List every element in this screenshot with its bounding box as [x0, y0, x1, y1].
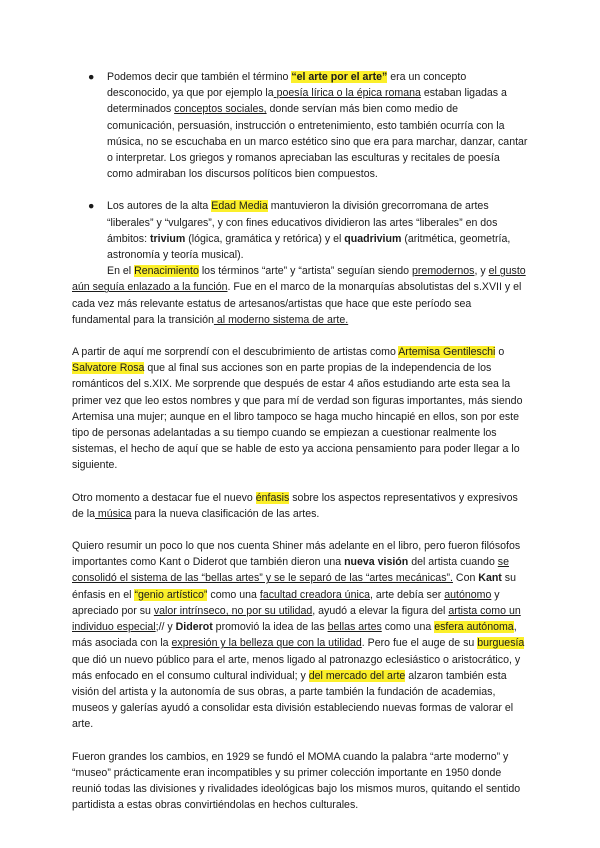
- bold-term: nueva visión: [344, 556, 409, 569]
- highlighted-term: énfasis: [255, 491, 290, 504]
- underlined-text: música: [94, 507, 132, 520]
- text-run: (lógica, gramática y retórica) y el: [185, 232, 345, 245]
- text-run: alzaron también esta visión del artista y la autonomía de sus obras, a parte también la fundación de academias, museos y galerías ayudó a consolidar esta división estableciendo nuevas formas de valorar el arte.: [72, 669, 514, 731]
- underlined-text: valor intrínseco, no por su utilidad: [153, 604, 313, 617]
- text-run: En el: [107, 265, 135, 278]
- text-run: , y: [474, 265, 489, 278]
- text-run: Los autores de la alta: [107, 200, 212, 213]
- underlined-text: bellas artes: [327, 621, 382, 634]
- renacimiento-paragraph: [72, 263, 528, 328]
- highlighted-term: esfera autónoma: [434, 621, 514, 634]
- text-run: donde servían más bien como medio de comunicación, persuasión, instrucción o entretenimiento, esto también ocurría con la música, no se escuchaba en un marco estético sino que era para marchar, danzar, cantar o interpretar. Los griegos y romanos apreciaban las esculturas y recitales de poesía como admiraban los discursos políticos bien compuestos.: [107, 103, 528, 181]
- text-run: Fueron grandes los cambios, en 1929 se fundó el MOMA cuando la palabra “arte moderno” y “museo” prácticamente eran incompatibles y su primer colección importante en 1950 donde reunió todas las divisiones y rivalidades ideológicas bajo los mismos muros, quitando el sentido partidista a estas obras convirtiéndolas en hechos culturales.: [72, 750, 521, 812]
- text-run: y apreciado por su: [72, 588, 500, 617]
- underlined-text: premodernos: [412, 265, 475, 278]
- text-run: Otro momento a destacar fue el nuevo: [72, 491, 256, 504]
- text-run: mantuvieron la división grecorromana de artes “liberales” y “vulgares”, y con fines educativos dividieron las artes “liberales” en dos ámbitos:: [107, 200, 498, 245]
- bullet-item-arte-por-el-arte: [72, 69, 528, 182]
- highlighted-term: del mercado del arte: [308, 669, 406, 682]
- text-run: como una: [207, 588, 260, 601]
- paragraph-artemisa: [72, 344, 528, 474]
- text-run: . Fue en el marco de la monarquías absolutistas del s.XVII y el cada vez más relevante estatus de artesanos/artistas que hace que este período sea fundamental para la transición: [72, 281, 522, 326]
- bullet-item-edad-media: [72, 198, 528, 263]
- text-run: para la nueva clasificación de las artes.: [131, 507, 320, 520]
- paragraph-moma: [72, 749, 528, 814]
- highlighted-term: “el arte por el arte”: [291, 71, 388, 83]
- highlighted-term: Edad Media: [211, 200, 268, 213]
- text-run: Quiero resumir un poco lo que nos cuenta Shiner más adelante en el libro, pero fueron filósofos importantes como Kant o Diderot que también dieron una: [72, 540, 521, 569]
- text-run: . Pero fue el auge de su: [361, 637, 478, 650]
- underlined-text: autónomo: [444, 588, 492, 601]
- text-run: o: [495, 346, 505, 359]
- bold-term: trivium: [149, 232, 186, 245]
- bullet-dot-icon: ●: [88, 200, 95, 213]
- text-run: estaban ligadas a determinados: [107, 87, 507, 116]
- text-run: los términos “arte” y “artista” seguían siendo: [198, 265, 413, 278]
- paragraph-enfasis: [72, 490, 528, 522]
- underlined-text: el gusto aún seguía enlazado a la función: [72, 265, 526, 294]
- bullet-paragraph: [107, 69, 528, 182]
- bullet-paragraph: [107, 198, 528, 263]
- text-run: era un concepto desconocido, ya que por ejemplo la: [107, 71, 467, 100]
- text-run: (aritmética, geometría, astronomía y teoría musical).: [107, 232, 511, 262]
- text-run: promovió la idea de las: [212, 621, 328, 634]
- underlined-text: facultad creadora única: [259, 588, 371, 601]
- bold-term: Diderot: [175, 621, 213, 634]
- text-run: , ayudó a elevar la figura del: [312, 604, 449, 617]
- paragraph-kant-diderot: [72, 538, 528, 732]
- highlighted-term: Renacimiento: [134, 265, 199, 278]
- highlighted-term: Artemisa Gentileschi: [398, 346, 496, 359]
- underlined-text: poesía lírica o la épica romana: [273, 87, 421, 100]
- text-run: que dió un nuevo público para el arte, menos ligado al patronazgo eclesiástico o aristocrático, y más enfocado en el consumo cultural individual; y: [72, 653, 521, 682]
- underlined-text: conceptos sociales,: [174, 103, 267, 116]
- text-run: Con: [452, 572, 479, 585]
- bullet-dot-icon: ●: [88, 71, 95, 83]
- text-run: su énfasis en el: [72, 572, 516, 601]
- highlighted-term: Salvatore Rosa: [72, 362, 145, 375]
- highlighted-term: “genio artístico”: [134, 588, 208, 601]
- text-run: sobre los aspectos representativos y expresivos de la: [72, 491, 518, 520]
- underlined-text: artista como un individuo especial: [72, 604, 521, 634]
- bold-term: Kant: [478, 572, 502, 585]
- bold-term: quadrivium: [344, 232, 402, 245]
- text-run: que al final sus acciones son en parte propias de la independencia de los románticos del s.XIX. Me sorprende que después de estar 4 años estudiando arte esta sea la primer vez que leo estos nombres y que para mí de verdad son figuras importantes, más siendo Artemisa una mujer; aunque en el libro tampoco se haga mucho hincapié en ellos, son por este tipo de personas adelantadas a su tiempo cuando se empiezan a cuestionar realmente los sistemas, el hecho de aquí que se hable de esto ya acciona pensamiento para poder llegar a lo siguiente.: [72, 362, 523, 472]
- highlighted-term: burguesía: [477, 637, 525, 650]
- text-run: ;// y: [155, 621, 176, 634]
- underlined-text: al moderno sistema de arte.: [213, 313, 349, 326]
- text-run: , arte debía ser: [370, 588, 445, 601]
- text-run: del artista cuando: [408, 556, 498, 569]
- text-run: como una: [381, 621, 435, 634]
- underlined-text: expresión y la belleza que con la utilidad: [171, 637, 362, 650]
- text-run: Podemos decir que también el término: [107, 71, 292, 83]
- text-run: A partir de aquí me sorprendí con el descubrimiento de artistas como: [72, 346, 399, 359]
- text-run: , más asociada con la: [72, 621, 517, 650]
- underlined-text: se consolidó el sistema de las “bellas artes” y se le separó de las “artes mecánicas”.: [72, 556, 509, 585]
